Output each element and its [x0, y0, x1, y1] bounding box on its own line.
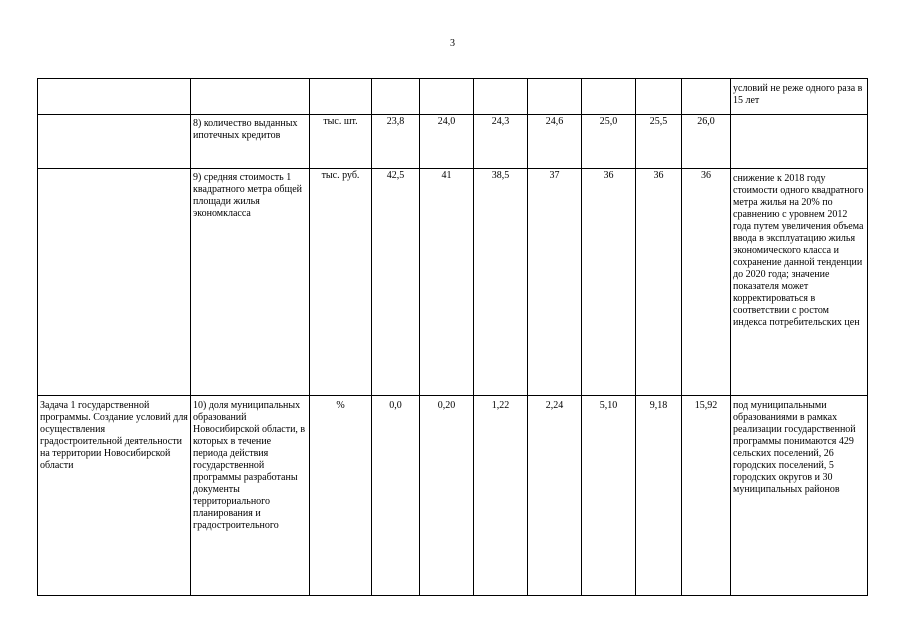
value-cell: [420, 79, 474, 115]
unit-cell: [310, 79, 372, 115]
unit-cell: тыс. шт.: [310, 115, 372, 169]
note-cell: условий не реже одного раза в 15 лет: [731, 79, 868, 115]
value-cell: 37: [528, 169, 582, 396]
value-cell: 2,24: [528, 396, 582, 596]
value-cell: 25,0: [582, 115, 636, 169]
table-row: [38, 396, 868, 596]
value-cell: 36: [636, 169, 682, 396]
table-row: [38, 79, 868, 115]
indicators-table: [37, 78, 868, 596]
indicator-cell: 10) доля муниципальных образований Новосибирской области, в которых в течение периода действия государственной программы разработаны документы территориального планирования и градостроительного: [191, 396, 310, 596]
value-cell: 42,5: [372, 169, 420, 396]
unit-cell: тыс. руб.: [310, 169, 372, 396]
indicator-cell: [191, 79, 310, 115]
value-cell: 24,3: [474, 115, 528, 169]
value-cell: 0,20: [420, 396, 474, 596]
note-cell: [731, 115, 868, 169]
value-cell: [682, 79, 731, 115]
value-cell: [474, 79, 528, 115]
value-cell: 5,10: [582, 396, 636, 596]
page-number: 3: [450, 38, 455, 49]
value-cell: [582, 79, 636, 115]
table-row: [38, 115, 868, 169]
value-cell: 36: [682, 169, 731, 396]
value-cell: 38,5: [474, 169, 528, 396]
value-cell: 0,0: [372, 396, 420, 596]
value-cell: [636, 79, 682, 115]
value-cell: 26,0: [682, 115, 731, 169]
task-cell: [38, 79, 191, 115]
value-cell: 23,8: [372, 115, 420, 169]
value-cell: 41: [420, 169, 474, 396]
value-cell: 15,92: [682, 396, 731, 596]
value-cell: 36: [582, 169, 636, 396]
table-row: [38, 169, 868, 396]
task-cell: Задача 1 государственной программы. Создание условий для осуществления градостроительной деятельности на территории Новосибирской области: [38, 396, 191, 596]
value-cell: [528, 79, 582, 115]
unit-cell: %: [310, 396, 372, 596]
note-cell: под муниципальными образованиями в рамках реализации государственной программы понимаются 429 сельских поселений, 26 городских поселений, 5 городских округов и 30 муниципальных районов: [731, 396, 868, 596]
task-cell: [38, 169, 191, 396]
value-cell: 24,6: [528, 115, 582, 169]
value-cell: [372, 79, 420, 115]
indicator-cell: 8) количество выданных ипотечных кредитов: [191, 115, 310, 169]
value-cell: 25,5: [636, 115, 682, 169]
value-cell: 1,22: [474, 396, 528, 596]
task-cell: [38, 115, 191, 169]
indicator-cell: 9) средняя стоимость 1 квадратного метра общей площади жилья экономкласса: [191, 169, 310, 396]
value-cell: 9,18: [636, 396, 682, 596]
value-cell: 24,0: [420, 115, 474, 169]
note-cell: снижение к 2018 году стоимости одного квадратного метра жилья на 20% по сравнению с уровнем 2012 года путем увеличения объема ввода в эксплуатацию жилья экономического класса и сохранение данной тенденции до 2020 года; значение показателя может корректироваться в соответствии с ростом индекса потребительских цен: [731, 169, 868, 396]
